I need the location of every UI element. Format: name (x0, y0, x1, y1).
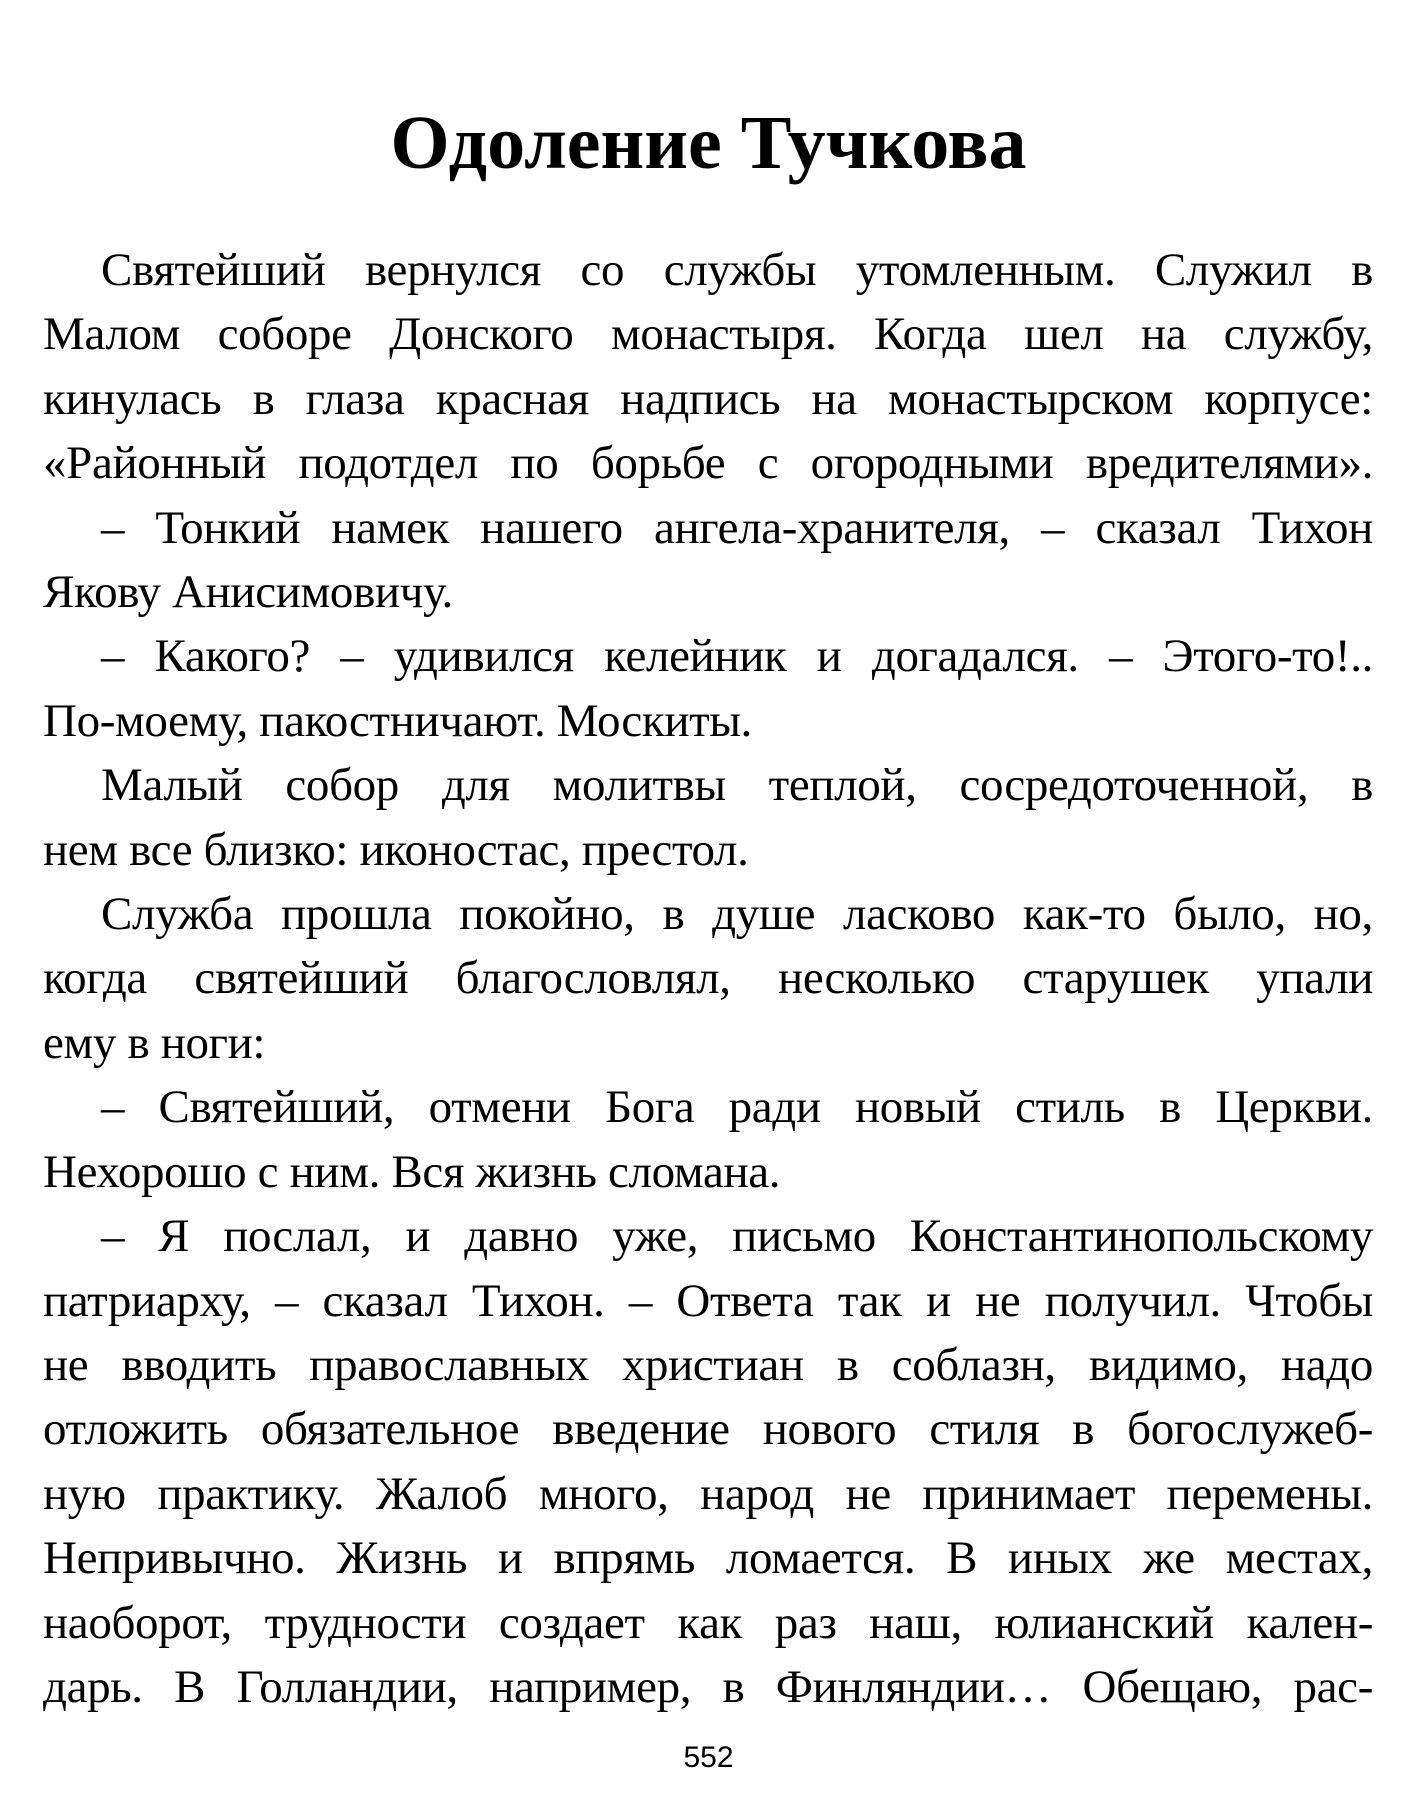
chapter-title: Одоление Тучкова (390, 101, 1027, 185)
text-line: ную практику. Жалоб много, народ не принимает перемены. (43, 1467, 1373, 1520)
text-line: Служба прошла покойно, в душе ласково как-то было, но, (101, 888, 1373, 941)
text-line: – Тонкий намек нашего ангела-хранителя, – сказал Тихон (101, 501, 1373, 554)
paragraph-7 (43, 1204, 1373, 1719)
text-line: не вводить православных христиан в соблазн, видимо, надо (43, 1338, 1373, 1391)
text-line: дарь. В Голландии, например, в Финляндии… Обещаю, рас- (43, 1660, 1373, 1713)
paragraph-3 (43, 624, 1373, 753)
text-line: кинулась в глаза красная надпись на монастырском корпусе: (43, 372, 1373, 425)
text-line: наоборот, трудности создает как раз наш, юлианский кален- (43, 1596, 1373, 1649)
text-line: Нехорошо с ним. Вся жизнь сломана. (43, 1145, 781, 1198)
text-line: «Районный подотдел по борьбе с огородными вредителями». (43, 437, 1373, 490)
paragraph-2 (43, 496, 1373, 625)
paragraph-4 (43, 753, 1373, 882)
text-line: патриарху, – сказал Тихон. – Ответа так и не получил. Чтобы (43, 1274, 1373, 1327)
text-line: нем все близко: иконостас, престол. (43, 823, 749, 876)
page-number: 552 (683, 1741, 734, 1774)
text-line: отложить обязательное введение нового стиля в богослужеб- (43, 1403, 1373, 1456)
text-line: – Какого? – удивился келейник и догадался. – Этого-то!.. (101, 630, 1373, 683)
text-line: – Святейший, отмени Бога ради новый стиль в Церкви. (101, 1081, 1373, 1134)
text-line: Малый собор для молитвы теплой, сосредоточенной, в (101, 759, 1373, 812)
text-line: – Я послал, и давно уже, письмо Константинопольскому (101, 1210, 1373, 1263)
text-line: Непривычно. Жизнь и впрямь ломается. В иных же местах, (43, 1532, 1373, 1585)
text-line: По-моему, пакостничают. Москиты. (43, 694, 752, 747)
paragraph-5 (43, 882, 1373, 1075)
paragraph-6 (43, 1075, 1373, 1204)
paragraph-1 (43, 238, 1373, 496)
text-line: Якову Анисимовичу. (43, 566, 453, 619)
text-line: ему в ноги: (43, 1016, 266, 1069)
body-text (43, 238, 1373, 1719)
text-line: когда святейший благословлял, несколько старушек упали (43, 952, 1373, 1005)
text-line: Малом соборе Донского монастыря. Когда шел на службу, (43, 308, 1373, 361)
text-line: Святейший вернулся со службы утомленным. Служил в (101, 244, 1373, 296)
